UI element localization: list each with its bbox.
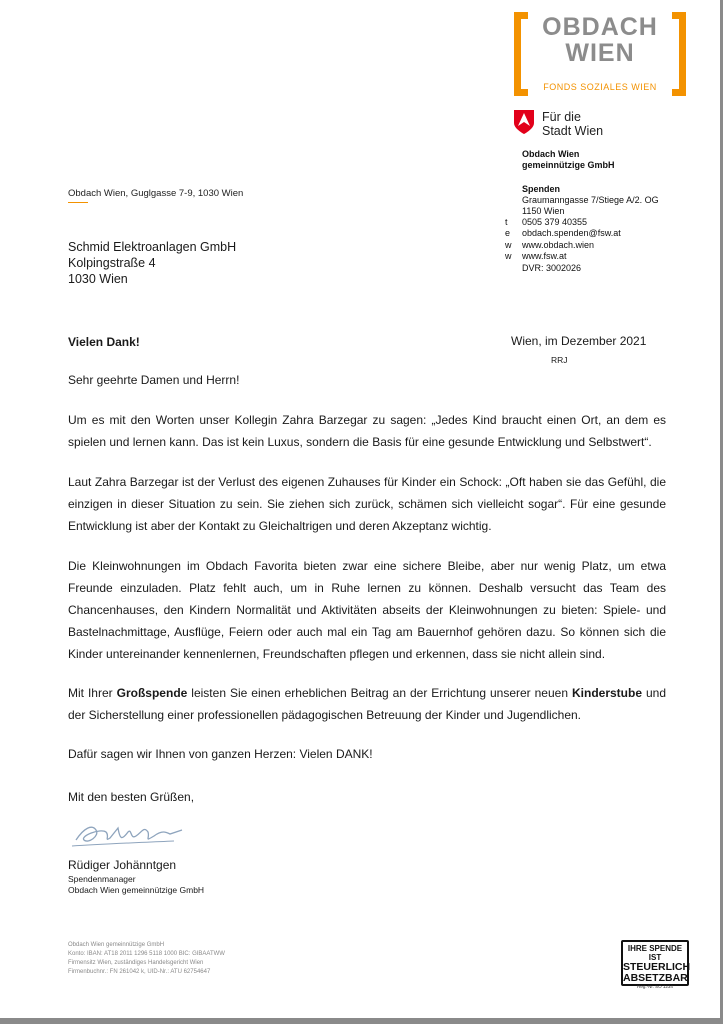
recipient-name: Schmid Elektroanlagen GmbH <box>68 240 237 254</box>
letter-date: Wien, im Dezember 2021 <box>511 334 647 348</box>
sender-org-type: gemeinnützige GmbH <box>522 160 615 170</box>
contact-row-email: e obdach.spenden@fsw.at <box>505 228 621 239</box>
tax-deductible-badge: IHRE SPENDE IST STEUERLICH ABSETZBAR Reg.-Nr. SO 1234 <box>621 940 689 986</box>
page-edge-bottom <box>0 1018 723 1024</box>
paragraph-2: Laut Zahra Barzegar ist der Verlust des eigenen Zuhauses für Kinder ein Schock: „Oft haben sie das Gefühl, die einzigen in dieser Situation zu sein. Sie ziehen sich zurück, schämen sich vielleicht sogar“. Für eine gesunde Entwicklung ist aber der Kontakt zu Gleichaltrigen und deren Akzeptanz wichtig. <box>68 475 666 533</box>
signer-org: Obdach Wien gemeinnützige GmbH <box>68 885 205 895</box>
email-address[interactable]: obdach.spenden@fsw.at <box>522 228 621 239</box>
paragraph-1: Um es mit den Worten unser Kollegin Zahra Barzegar zu sagen: „Jedes Kind braucht einen Ort, an dem es spielen und lernen kann. Das ist kein Luxus, sondern die Basis für eine gesunde Entwicklung und Selbstwert“. <box>68 413 666 449</box>
letter-subject: Vielen Dank! <box>68 335 140 349</box>
sender-org: Obdach Wien <box>522 149 580 159</box>
logo-tagline: FONDS SOZIALES WIEN <box>543 82 657 92</box>
dvr-number: DVR: 3002026 <box>522 262 582 273</box>
contact-row-web1: w www.obdach.wien <box>505 239 595 250</box>
contact-row-phone: t 0505 379 40355 <box>505 217 588 227</box>
return-address-divider <box>68 202 88 203</box>
handwritten-signature <box>70 810 190 854</box>
paragraph-4: Mit Ihrer Großspende leisten Sie einen erheblichen Beitrag an der Errichtung unserer neuen Kinderstube und der Sicherstellung einer professionellen pädagogischen Betreuung der Kinder und Jugendlichen. <box>68 686 666 722</box>
highlight-donation: Großspende <box>116 686 188 700</box>
contact-row-dvr <box>505 263 621 274</box>
logo-line1: OBDACH <box>542 13 658 41</box>
obdach-wien-logo <box>514 12 686 96</box>
sender-department: Spenden <box>522 184 561 194</box>
highlight-kinderstube: Kinderstube <box>571 686 642 700</box>
stadt-wien-line2: Stadt Wien <box>542 124 604 138</box>
sender-street: Graumanngasse 7/Stiege A/2. OG <box>522 195 659 205</box>
salutation: Sehr geehrte Damen und Herrn! <box>68 373 240 387</box>
website-link[interactable]: www.obdach.wien <box>522 239 595 250</box>
phone-number: 0505 379 40355 <box>522 217 588 227</box>
contact-block <box>505 217 621 274</box>
paragraph-5: Dafür sagen wir Ihnen von ganzen Herzen: Vielen DANK! <box>68 747 373 761</box>
sender-city: 1150 Wien <box>522 206 565 216</box>
signer-name: Rüdiger Johänntgen <box>68 858 177 872</box>
recipient-address <box>68 239 236 287</box>
footer-legal: Obdach Wien gemeinnützige GmbH Konto: IBAN: AT18 2011 1296 5118 1000 BIC: GIBAATWW Firmensitz Wien, zuständiges Handelsgericht Wien Firmenbuchnr.: FN 261042 k, UID-Nr.: ATU 62754647 <box>68 942 225 975</box>
reference-code: RRJ <box>551 355 568 365</box>
stadt-wien-text <box>542 110 603 138</box>
wien-shield-icon <box>514 110 534 134</box>
paragraph-3: Die Kleinwohnungen im Obdach Favorita bieten zwar eine sichere Bleibe, aber nur wenig Platz, um etwa Freunde einzuladen. Platz fehlt auch, um in Ruhe lernen zu können. Deshalb versucht das Team des Chancenhauses, den Kindern Normalität und Aktivitäten abseits der Kleinwohnungen zu bieten: Spiele- und Bastelnachmittage, Ausflüge, Feiern oder auch mal ein Tag am Bauernhof gehören dazu. So können sich die Kinder untereinander kennenlernen, Freundschaften pflegen und erkennen, dass sie nicht allein sind. <box>68 559 666 661</box>
signer-details <box>68 874 204 896</box>
recipient-street: Kolpingstraße 4 <box>68 256 156 270</box>
contact-row-web2: w www.fsw.at <box>505 251 567 262</box>
sender-block <box>522 149 659 217</box>
closing: Mit den besten Grüßen, <box>68 790 195 804</box>
logo-line2: WIEN <box>565 39 635 67</box>
recipient-city: 1030 Wien <box>68 272 128 286</box>
stadt-wien-line1: Für die <box>542 110 581 124</box>
website-link[interactable]: www.fsw.at <box>522 251 567 262</box>
signer-title: Spendenmanager <box>68 874 136 884</box>
return-address: Obdach Wien, Guglgasse 7-9, 1030 Wien <box>68 188 244 199</box>
